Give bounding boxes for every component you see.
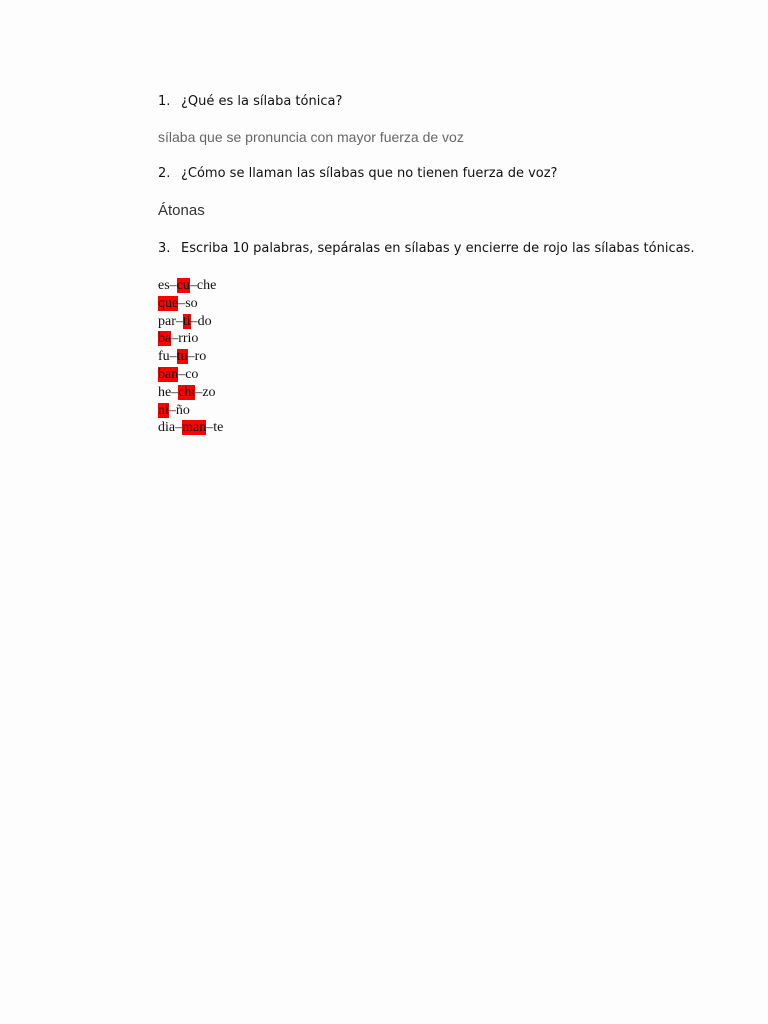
tonic-syllable: ban: [158, 366, 179, 382]
syllable-after: –te: [206, 420, 224, 436]
syllable-after: –zo: [195, 384, 216, 400]
word-item: [158, 313, 223, 331]
word-item: [158, 348, 223, 366]
tonic-syllable: ba: [158, 331, 172, 347]
question-3-number: 3.: [158, 241, 171, 256]
question-2-number: 2.: [158, 166, 171, 181]
answer-2: Átonas: [158, 202, 205, 219]
question-3-text: Escriba 10 palabras, sepáralas en sílabas y encierre de rojo las sílabas tónicas.: [181, 241, 695, 256]
syllable-after: –co: [178, 366, 199, 382]
syllable-word-list: [158, 277, 223, 437]
word-item: [158, 295, 223, 313]
answer-1: sílaba que se pronuncia con mayor fuerza de voz: [158, 129, 464, 145]
syllable-before: fu–: [158, 349, 177, 365]
word-item: [158, 402, 223, 420]
syllable-before: es–: [158, 278, 177, 293]
syllable-after: –ro: [187, 349, 207, 365]
word-item: [158, 330, 223, 348]
word-item: [158, 277, 223, 295]
tonic-syllable: chi: [178, 384, 196, 400]
syllable-after: –che: [189, 278, 217, 293]
question-3: [158, 241, 694, 256]
tonic-syllable: cu: [176, 278, 190, 293]
syllable-after: –do: [190, 313, 212, 329]
tonic-syllable: ti: [182, 313, 191, 329]
tonic-syllable: tu: [176, 349, 188, 365]
syllable-before: he–: [158, 384, 179, 400]
syllable-before: par–: [158, 313, 183, 329]
tonic-syllable: que: [158, 295, 179, 311]
syllable-after: –rrio: [171, 331, 199, 347]
question-1-number: 1.: [158, 94, 171, 109]
word-item: [158, 384, 223, 402]
question-2-text: ¿Cómo se llaman las sílabas que no tienen fuerza de voz?: [181, 166, 558, 181]
syllable-after: –ño: [168, 402, 190, 418]
question-1: [158, 94, 342, 109]
question-1-text: ¿Qué es la sílaba tónica?: [181, 94, 343, 109]
syllable-before: dia–: [158, 420, 183, 436]
word-item: [158, 419, 223, 437]
tonic-syllable: man: [182, 420, 207, 436]
syllable-after: –so: [178, 295, 198, 311]
word-item: [158, 366, 223, 384]
question-2: [158, 166, 557, 181]
tonic-syllable: ni: [158, 402, 169, 418]
